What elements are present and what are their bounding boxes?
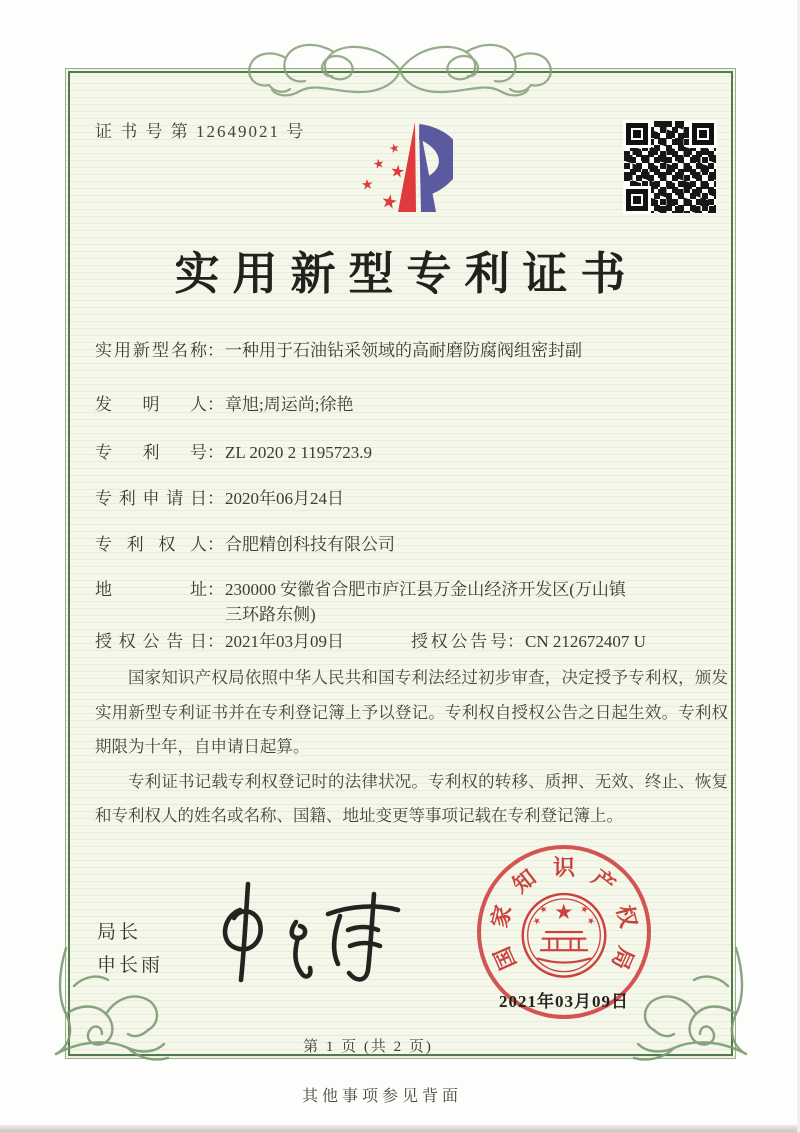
field-row-inventors: 发明人 ： 章旭;周运尚;徐艳 <box>95 392 740 417</box>
field-label: 实用新型名称 <box>95 341 207 360</box>
field-row-grant: 授权公告日 ： 2021年03月09日 授权公告号 ： CN 212672407 U <box>95 629 740 654</box>
field-label: 授权公告日 <box>95 632 207 651</box>
field-value: CN 212672407 U <box>525 632 646 651</box>
svg-text:★: ★ <box>538 904 550 917</box>
field-value: 230000 安徽省合肥市庐江县万金山经济开发区(万山镇三环路东侧) <box>225 580 626 624</box>
legal-text <box>95 661 728 834</box>
commissioner-name: 申长雨 <box>97 955 164 976</box>
national-emblem-icon <box>514 884 614 988</box>
svg-text:★: ★ <box>371 156 386 173</box>
svg-text:★: ★ <box>387 140 402 157</box>
field-row-patentee: 专利权人 ： 合肥精创科技有限公司 <box>95 532 740 557</box>
svg-text:★: ★ <box>531 915 544 928</box>
certificate-number: 证 书 号 第 12649021 号 <box>95 122 306 141</box>
commissioner-title: 局长 <box>97 922 142 943</box>
legal-paragraph-1: 国家知识产权局依照中华人民共和国专利法经过初步审查，决定授予专利权，颁发实用新型专利证书并在专利登记簿上予以登记。专利权自授权公告之日起生效。专利权期限为十年，自申请日起算。 <box>95 668 728 756</box>
field-value: 2021年03月09日 <box>225 632 344 651</box>
field-label: 地址 <box>95 580 207 599</box>
field-row-patent-number: 专利号 ： ZL 2020 2 1195723.9 <box>95 440 740 465</box>
cnipa-seal-icon: 国 家 知 识 产 权 局 ★ ★ ★ ★ ★ <box>477 845 651 1019</box>
field-value: 章旭;周运尚;徐艳 <box>225 395 354 414</box>
back-side-note: 其他事项参见背面 <box>301 1088 462 1105</box>
svg-text:★: ★ <box>360 176 375 194</box>
field-label: 专利权人 <box>95 535 207 554</box>
grant-number-pair: 授权公告号 ： CN 212672407 U <box>411 629 646 654</box>
certificate-title: 实用新型专利证书 <box>174 249 639 299</box>
scan-edge-bottom <box>0 1125 800 1132</box>
qr-code <box>624 121 716 213</box>
legal-paragraph-2: 专利证书记载专利权登记时的法律状况。专利权的转移、质押、无效、终止、恢复和专利权人的姓名或名称、国籍、地址变更等事项记载在专利登记簿上。 <box>95 771 728 825</box>
svg-text:★: ★ <box>578 904 590 917</box>
field-label: 专利号 <box>95 443 207 462</box>
field-value: 合肥精创科技有限公司 <box>225 535 395 554</box>
field-value: ZL 2020 2 1195723.9 <box>225 443 373 462</box>
field-row-filing-date: 专利申请日 ： 2020年06月24日 <box>95 486 740 511</box>
svg-text:★: ★ <box>554 899 574 925</box>
qr-finder-bottom-left <box>626 189 648 211</box>
field-label: 发明人 <box>95 395 207 414</box>
qr-finder-top-left <box>626 123 648 145</box>
top-center-flourish-icon <box>230 36 570 108</box>
page-number: 第 1 页 (共 2 页) <box>303 1039 433 1055</box>
seal-date: 2021年03月09日 <box>499 992 629 1011</box>
field-row-name: 实用新型名称 ： 一种用于石油钻采领域的高耐磨防腐阀组密封副 <box>95 338 740 363</box>
qr-finder-top-right <box>692 123 714 145</box>
field-label: 专利申请日 <box>95 489 207 508</box>
field-label: 授权公告号 <box>411 632 507 651</box>
svg-text:★: ★ <box>584 915 597 928</box>
svg-text:★: ★ <box>379 189 400 215</box>
commissioner-signature-icon <box>210 874 415 984</box>
svg-text:★: ★ <box>388 160 407 183</box>
field-value: 一种用于石油钻采领域的高耐磨防腐阀组密封副 <box>225 341 582 360</box>
field-row-address: 地址 ： 230000 安徽省合肥市庐江县万金山经济开发区(万山镇三环路东侧) <box>95 577 740 627</box>
field-value: 2020年06月24日 <box>225 489 344 508</box>
cnipa-logo-icon <box>347 112 453 220</box>
